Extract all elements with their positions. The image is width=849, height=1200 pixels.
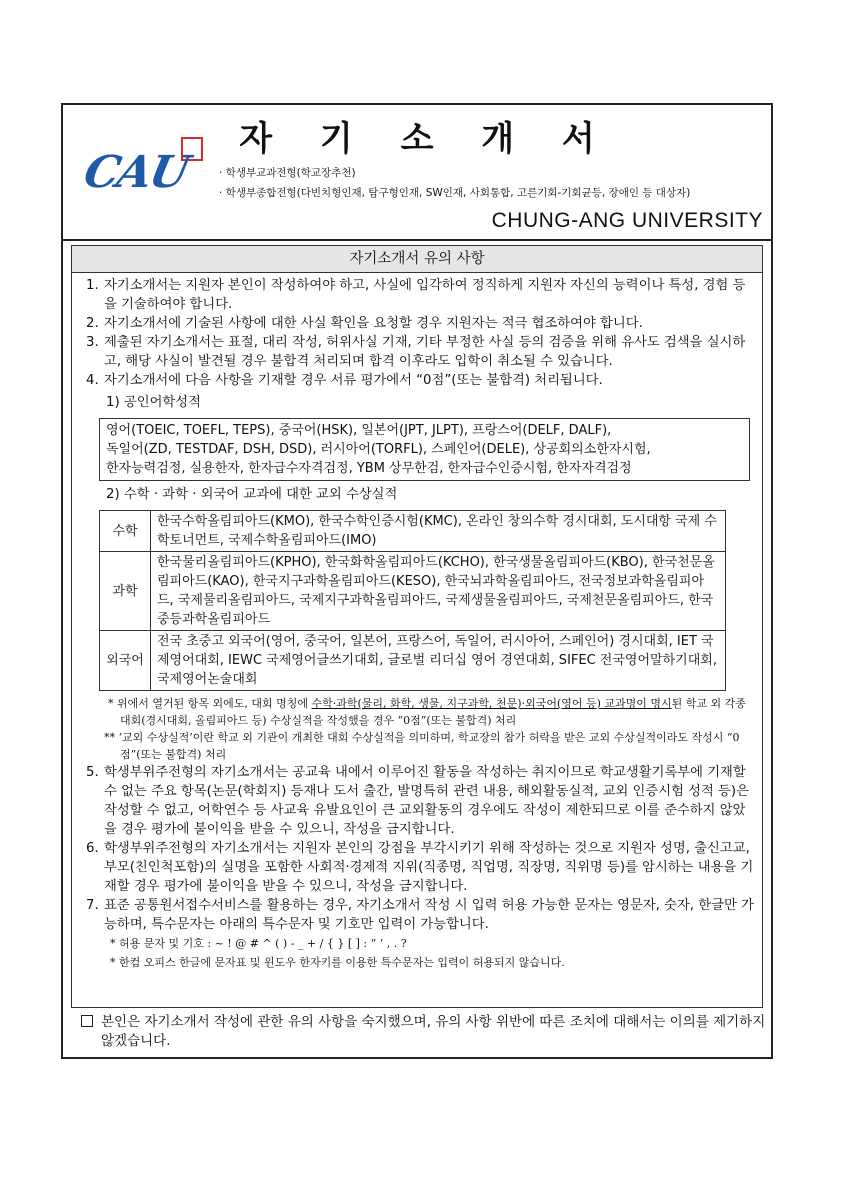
awards-cell: 한국물리올림피아드(KPHO), 한국화학올림피아드(KCHO), 한국생물올림피아드(KBO), 한국천문올림피아드(KAO), 한국지구과학올림피아드(KESO), 한국뇌과학올림피아드, 전국정보과학올림피아드, 국제물리올림피아드, 국제지구과학올림피아드, 국제생물올림피아드, 국제천문올림피아드, 한국중등과학올림피아드 <box>151 552 726 631</box>
admission-type-1: · 학생부교과전형(학교장추천) <box>219 167 356 179</box>
admission-type-list <box>219 163 690 203</box>
subsection-awards: 2) 수학 · 과학 · 외국어 교과에 대한 교외 수상실적 <box>106 487 398 502</box>
notice-item-6 <box>86 839 758 896</box>
agreement <box>81 1013 781 1051</box>
language-test-line: 독일어(ZD, TESTDAF, DSH, DSD), 러시아어(TORFL), 스페인어(DELE), 상공회의소한자시험, <box>106 442 651 457</box>
item-text: 표준 공통원서접수서비스를 활용하는 경우, 자기소개서 작성 시 입력 허용 가능한 문자는 영문자, 숫자, 한글만 가능하며, 특수문자는 아래의 특수문자 및 기호만 입력이 가능합니다. <box>104 898 754 932</box>
awards-cell: 한국수학올림피아드(KMO), 한국수학인증시험(KMC), 온라인 창의수학 경시대회, 도시대항 국제 수학토너먼트, 국제수학올림피아드(IMO) <box>151 511 726 552</box>
item-text: 제출된 자기소개서는 표절, 대리 작성, 허위사실 기재, 기타 부정한 사실 등의 검증을 위해 유사도 검색을 실시하고, 해당 사실이 발견될 경우 불합격 처리되며 합격 이후라도 입학이 취소될 수 있습니다. <box>104 335 746 369</box>
note-underlined: 수학·과학(물리, 화학, 생물, 지구과학, 천문)·외국어(영어 등) 교과명이 명시 <box>311 697 672 710</box>
notice-item-5 <box>86 763 758 839</box>
item-text: 학생부위주전형의 자기소개서는 지원자 본인의 강점을 부각시키기 위해 작성하는 것으로 지원자 성명, 출신고교, 부모(친인척포함)의 실명을 포함한 사회적·경제적 지위(직종명, 직업명, 직장명, 직위명 등)를 암시하는 내용을 기재할 경우 평가에 불이익을 받을 수 있으니, 작성을 금지합니다. <box>104 841 754 894</box>
allowed-characters-note: * 허용 문자 및 기호 : ~ ! @ # ^ ( ) - _ + / { } [ ] : “ ‘ , . ? <box>110 937 407 950</box>
category-cell: 과학 <box>100 552 151 631</box>
category-cell: 수학 <box>100 511 151 552</box>
item-number: 5. <box>86 765 99 780</box>
item-number: 3. <box>86 335 99 350</box>
item-number: 4. <box>86 373 99 388</box>
admission-type-2: · 학생부종합전형(다빈치형인재, 탐구형인재, SW인재, 사회통합, 고른기회-기회균등, 장애인 등 대상자) <box>219 187 691 199</box>
item-text: 자기소개서에 다음 사항을 기재할 경우 서류 평가에서 “0점”(또는 불합격) 처리됩니다. <box>104 373 603 388</box>
notice-item-7 <box>86 896 758 972</box>
item-text: 자기소개서에 기술된 사항에 대한 사실 확인을 요청할 경우 지원자는 적극 협조하여야 합니다. <box>104 316 643 331</box>
awards-table <box>99 510 726 691</box>
cau-logo <box>79 137 215 209</box>
notice-item-4 <box>86 371 758 390</box>
note-text: * 위에서 열거된 항목 외에도, 대회 명칭에 <box>108 697 312 710</box>
external-awards-note: ** ‘교외 수상실적’이란 학교 외 기관이 개최한 대회 수상실적을 의미하며, 학교장의 참가 허락을 받은 교외 수상실적이라도 작성시 “0점”(또는 불합격) 처리 <box>104 731 740 761</box>
agreement-text: 본인은 자기소개서 작성에 관한 유의 사항을 숙지했으며, 유의 사항 위반에 따른 조치에 대해서는 이의를 제기하지 않겠습니다. <box>101 1014 766 1049</box>
document-title: 자 기 소 개 서 <box>239 119 613 159</box>
item-text: 학생부위주전형의 자기소개서는 공교육 내에서 이루어진 활동을 작성하는 취지이므로 학교생활기록부에 기재할 수 없는 주요 항목(논문(학회지) 등재나 도서 출간, 발명특허 관련 내용, 해외활동실적, 교외 인증시험 성적 등)은 작성할 수 없고, 어학연수 등 사교육 유발요인이 큰 교외활동의 경우에도 작성이 제한되므로 이를 준수하지 않았을 경우 평가에 불이익을 받을 수 있으니, 작성을 금지합니다. <box>104 765 749 837</box>
table-row <box>100 631 726 691</box>
note-text: 된 학교 외 각종 대회(경시대회, 올림피아드 등) 수상실적을 작성했을 경우 “0점”(또는 불합격) 처리 <box>120 697 746 727</box>
item-number: 1. <box>86 278 99 293</box>
notice-item-3 <box>86 333 758 371</box>
language-test-box <box>99 418 750 481</box>
item-number: 7. <box>86 898 99 913</box>
logo-text: CAU <box>79 147 192 198</box>
awards-note <box>90 695 758 729</box>
notice-title: 자기소개서 유의 사항 <box>72 246 762 273</box>
language-test-line: 영어(TOEIC, TOEFL, TEPS), 중국어(HSK), 일본어(JPT, JLPT), 프랑스어(DELF, DALF), <box>106 423 612 438</box>
item-text: 자기소개서는 지원자 본인이 작성하여야 하고, 사실에 입각하여 정직하게 지원자 자신의 능력이나 특성, 경험 등을 기술하여야 합니다. <box>104 278 746 312</box>
language-test-line: 한자능력검정, 실용한자, 한자급수자격검정, YBM 상무한검, 한자급수인증시험, 한자자격검정 <box>106 461 632 476</box>
subsection-language-tests: 1) 공인어학성적 <box>106 395 201 410</box>
category-cell: 외국어 <box>100 631 151 691</box>
special-characters-note: * 한컴 오피스 한글에 문자표 및 윈도우 한자키를 이용한 특수문자는 입력이 허용되지 않습니다. <box>110 956 565 969</box>
notice-box <box>71 245 763 1008</box>
item-number: 6. <box>86 841 99 856</box>
agreement-checkbox[interactable] <box>81 1015 93 1027</box>
table-row <box>100 552 726 631</box>
form-frame <box>61 103 773 1059</box>
university-name: CHUNG-ANG UNIVERSITY <box>491 209 763 232</box>
awards-cell: 전국 초중고 외국어(영어, 중국어, 일본어, 프랑스어, 독일어, 러시아어, 스페인어) 경시대회, IET 국제영어대회, IEWC 국제영어글쓰기대회, 글로벌 리더십 영어 경연대회, SIFEC 전국영어말하기대회, 국제영어논술대회 <box>151 631 726 691</box>
notice-content <box>86 276 758 972</box>
notice-item-1 <box>86 276 758 314</box>
item-number: 2. <box>86 316 99 331</box>
header-divider <box>63 239 771 241</box>
notice-item-2 <box>86 314 758 333</box>
table-row <box>100 511 726 552</box>
